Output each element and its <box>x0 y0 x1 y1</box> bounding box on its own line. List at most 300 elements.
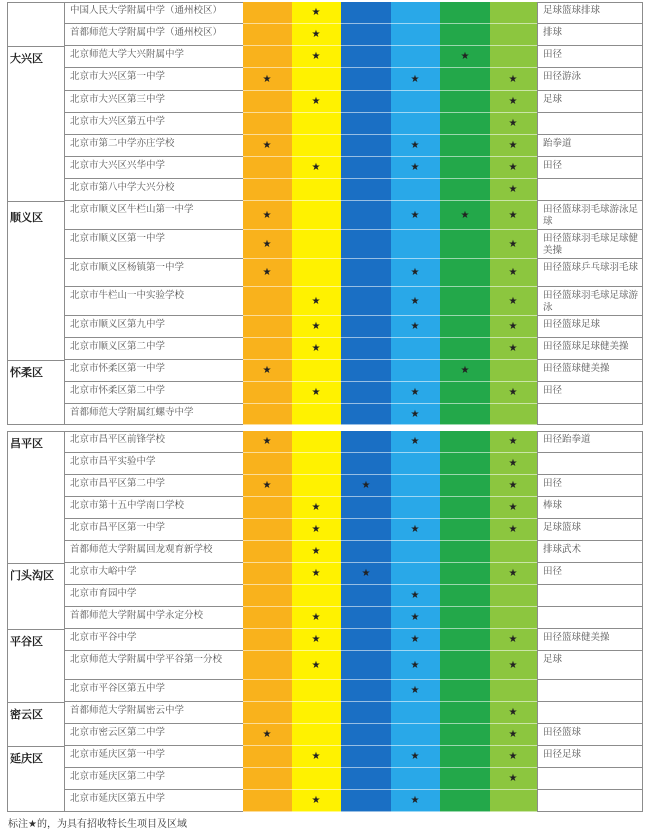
category-cell-5 <box>440 475 490 497</box>
star-mark: ★ <box>508 729 518 740</box>
district-cell <box>7 68 64 91</box>
category-cell-5 <box>440 629 490 651</box>
category-cell-3 <box>341 702 391 724</box>
table-row <box>0 259 650 287</box>
star-mark: ★ <box>410 634 420 645</box>
district-cell <box>7 651 64 680</box>
category-cell-5 <box>440 259 490 287</box>
star-mark: ★ <box>508 118 518 129</box>
star-mark: ★ <box>410 321 420 332</box>
table-row <box>0 541 650 563</box>
category-cell-3 <box>341 724 391 746</box>
star-mark: ★ <box>410 295 420 307</box>
star-mark: ★ <box>410 162 420 173</box>
table-row <box>0 230 650 259</box>
star-mark: ★ <box>311 568 321 579</box>
table-row <box>0 157 650 179</box>
school-name: 北京市育园中学 <box>64 585 243 607</box>
table-row <box>0 790 650 812</box>
sports-cell: 足球篮球 <box>537 519 643 541</box>
star-mark: ★ <box>508 773 518 784</box>
school-name: 北京市顺义区牛栏山第一中学 <box>64 201 243 230</box>
category-cell-6 <box>490 46 537 68</box>
table-row <box>0 431 650 453</box>
category-cell-5 <box>440 607 490 629</box>
district-label: 门头沟区 <box>10 569 54 582</box>
category-cell-1 <box>243 585 292 607</box>
school-name: 北京市平谷中学 <box>64 629 243 651</box>
district-cell <box>7 135 64 157</box>
category-cell-2 <box>292 135 341 157</box>
category-cell-3 <box>341 404 391 425</box>
sports-cell: 足球篮球排球 <box>537 2 643 24</box>
category-cell-3 <box>341 629 391 651</box>
district-rule <box>7 629 64 630</box>
star-mark: ★ <box>262 73 272 85</box>
table-row <box>0 629 650 651</box>
table-row <box>0 179 650 201</box>
category-cell-2 <box>292 585 341 607</box>
star-mark: ★ <box>460 209 470 221</box>
table-row <box>0 201 650 230</box>
district-cell <box>7 382 64 404</box>
category-cell-1 <box>243 629 292 651</box>
star-mark: ★ <box>508 140 518 151</box>
star-mark: ★ <box>410 436 420 447</box>
table-row <box>0 338 650 360</box>
category-cell-5 <box>440 179 490 201</box>
star-mark: ★ <box>311 321 321 332</box>
category-cell-4 <box>391 24 440 46</box>
district-label: 密云区 <box>10 708 43 721</box>
category-cell-1 <box>243 497 292 519</box>
category-cell-4 <box>391 768 440 790</box>
district-label: 大兴区 <box>10 52 43 65</box>
district-cell <box>7 24 64 46</box>
sports-cell <box>537 607 643 629</box>
category-cell-2 <box>292 453 341 475</box>
table-row <box>0 404 650 425</box>
table-row <box>0 746 650 768</box>
sports-cell <box>537 404 643 425</box>
star-mark: ★ <box>410 795 420 806</box>
category-cell-5 <box>440 585 490 607</box>
school-name: 北京市昌平区第一中学 <box>64 519 243 541</box>
star-mark: ★ <box>410 267 420 278</box>
category-cell-5 <box>440 157 490 179</box>
school-table-2 <box>0 431 650 812</box>
district-cell <box>7 404 64 425</box>
table-bottom-rule <box>7 811 64 812</box>
sports-cell: 足球 <box>537 651 643 680</box>
category-cell-5 <box>440 2 490 24</box>
star-mark: ★ <box>262 267 272 278</box>
category-cell-1 <box>243 382 292 404</box>
sports-cell: 田径篮球乒乓球羽毛球 <box>537 259 643 287</box>
school-name: 首都师范大学附属密云中学 <box>64 702 243 724</box>
category-cell-5 <box>440 230 490 259</box>
district-cell <box>7 113 64 135</box>
category-cell-6 <box>490 680 537 702</box>
district-rule <box>7 746 64 747</box>
category-cell-3 <box>341 360 391 382</box>
district-cell <box>7 91 64 113</box>
star-mark: ★ <box>311 795 321 806</box>
star-mark: ★ <box>508 238 518 250</box>
star-mark: ★ <box>508 524 518 535</box>
star-mark: ★ <box>311 162 321 173</box>
category-cell-4 <box>391 453 440 475</box>
district-cell <box>7 768 64 790</box>
category-cell-3 <box>341 607 391 629</box>
table-row <box>0 680 650 702</box>
star-mark: ★ <box>508 387 518 398</box>
category-cell-3 <box>341 24 391 46</box>
category-cell-6 <box>490 607 537 629</box>
category-cell-4 <box>391 46 440 68</box>
sports-cell <box>537 680 643 702</box>
category-cell-3 <box>341 768 391 790</box>
category-cell-1 <box>243 179 292 201</box>
school-name: 北京市延庆区第五中学 <box>64 790 243 812</box>
table-row <box>0 607 650 629</box>
district-cell <box>7 541 64 563</box>
star-mark: ★ <box>508 751 518 762</box>
school-name: 首都师范大学附属中学（通州校区） <box>64 24 243 46</box>
category-cell-1 <box>243 519 292 541</box>
star-mark: ★ <box>311 502 321 513</box>
category-cell-5 <box>440 746 490 768</box>
category-cell-5 <box>440 724 490 746</box>
star-mark: ★ <box>508 184 518 195</box>
category-cell-5 <box>440 431 490 453</box>
category-cell-5 <box>440 382 490 404</box>
category-cell-3 <box>341 382 391 404</box>
table-row <box>0 360 650 382</box>
sports-cell: 田径 <box>537 475 643 497</box>
district-cell <box>7 519 64 541</box>
star-mark: ★ <box>508 267 518 278</box>
table-row <box>0 382 650 404</box>
category-cell-2 <box>292 680 341 702</box>
category-cell-2 <box>292 201 341 230</box>
star-mark: ★ <box>410 685 420 696</box>
category-cell-1 <box>243 680 292 702</box>
star-mark: ★ <box>508 209 518 221</box>
category-cell-3 <box>341 680 391 702</box>
district-cell <box>7 453 64 475</box>
category-cell-1 <box>243 790 292 812</box>
district-cell <box>7 338 64 360</box>
category-cell-3 <box>341 746 391 768</box>
category-cell-5 <box>440 680 490 702</box>
district-cell <box>7 475 64 497</box>
sports-cell: 田径游泳 <box>537 68 643 91</box>
category-cell-3 <box>341 68 391 91</box>
star-mark: ★ <box>508 321 518 332</box>
star-mark: ★ <box>410 590 420 601</box>
category-cell-1 <box>243 563 292 585</box>
star-mark: ★ <box>508 436 518 447</box>
school-name: 北京市第二中学亦庄学校 <box>64 135 243 157</box>
category-cell-2 <box>292 179 341 201</box>
category-cell-3 <box>341 287 391 316</box>
star-mark: ★ <box>508 707 518 718</box>
star-mark: ★ <box>311 659 321 671</box>
district-cell <box>7 790 64 812</box>
star-mark: ★ <box>410 751 420 762</box>
district-cell <box>7 259 64 287</box>
star-mark: ★ <box>311 751 321 762</box>
category-cell-3 <box>341 135 391 157</box>
sports-cell: 田径篮球羽毛球足球游泳 <box>537 287 643 316</box>
category-cell-2 <box>292 702 341 724</box>
table-row <box>0 68 650 91</box>
school-name: 北京市延庆区第二中学 <box>64 768 243 790</box>
category-cell-3 <box>341 113 391 135</box>
table-row <box>0 497 650 519</box>
category-cell-5 <box>440 702 490 724</box>
category-cell-5 <box>440 287 490 316</box>
district-rule <box>7 46 64 47</box>
district-rule <box>7 431 64 432</box>
category-cell-4 <box>391 475 440 497</box>
sports-cell <box>537 790 643 812</box>
category-cell-6 <box>490 360 537 382</box>
star-mark: ★ <box>508 295 518 307</box>
sports-cell: 田径篮球羽毛球游泳足球 <box>537 201 643 230</box>
category-cell-1 <box>243 287 292 316</box>
district-cell <box>7 316 64 338</box>
district-label: 顺义区 <box>10 210 43 224</box>
district-rule <box>7 702 64 703</box>
category-cell-1 <box>243 702 292 724</box>
school-name: 北京师范大学大兴附属中学 <box>64 46 243 68</box>
star-mark: ★ <box>262 436 272 447</box>
category-cell-5 <box>440 338 490 360</box>
school-name: 北京市延庆区第一中学 <box>64 746 243 768</box>
school-name: 北京市牛栏山一中实验学校 <box>64 287 243 316</box>
star-mark: ★ <box>508 73 518 85</box>
school-name: 北京市昌平区第二中学 <box>64 475 243 497</box>
category-cell-3 <box>341 453 391 475</box>
category-cell-6 <box>490 790 537 812</box>
table-row <box>0 113 650 135</box>
school-name: 北京市顺义区杨镇第一中学 <box>64 259 243 287</box>
sports-cell: 田径足球 <box>537 746 643 768</box>
school-name: 北京市大峪中学 <box>64 563 243 585</box>
category-cell-2 <box>292 475 341 497</box>
star-mark: ★ <box>311 612 321 623</box>
category-cell-3 <box>341 585 391 607</box>
table-row <box>0 316 650 338</box>
star-mark: ★ <box>311 546 321 557</box>
star-mark: ★ <box>410 209 420 221</box>
category-cell-4 <box>391 497 440 519</box>
sports-cell: 田径跆拳道 <box>537 431 643 453</box>
district-cell <box>7 724 64 746</box>
category-cell-5 <box>440 91 490 113</box>
category-cell-5 <box>440 135 490 157</box>
category-cell-5 <box>440 497 490 519</box>
table-row <box>0 768 650 790</box>
star-mark: ★ <box>410 140 420 151</box>
category-cell-2 <box>292 360 341 382</box>
star-mark: ★ <box>410 659 420 671</box>
star-mark: ★ <box>410 408 420 420</box>
category-cell-5 <box>440 768 490 790</box>
sports-cell: 棒球 <box>537 497 643 519</box>
category-cell-5 <box>440 563 490 585</box>
category-cell-2 <box>292 68 341 91</box>
category-cell-3 <box>341 201 391 230</box>
category-cell-4 <box>391 113 440 135</box>
district-cell <box>7 497 64 519</box>
category-cell-4 <box>391 541 440 563</box>
table-row <box>0 519 650 541</box>
category-cell-1 <box>243 316 292 338</box>
category-cell-1 <box>243 338 292 360</box>
star-mark: ★ <box>311 524 321 535</box>
school-name: 北京市昌平实验中学 <box>64 453 243 475</box>
sports-cell <box>537 768 643 790</box>
star-mark: ★ <box>262 365 272 376</box>
star-mark: ★ <box>262 729 272 740</box>
school-name: 中国人民大学附属中学（通州校区） <box>64 2 243 24</box>
table-row <box>0 453 650 475</box>
category-cell-5 <box>440 24 490 46</box>
category-cell-1 <box>243 2 292 24</box>
sports-cell <box>537 702 643 724</box>
sports-cell: 田径篮球羽毛球足球健美操 <box>537 230 643 259</box>
category-cell-1 <box>243 46 292 68</box>
star-mark: ★ <box>311 7 321 18</box>
star-mark: ★ <box>508 659 518 671</box>
category-cell-5 <box>440 113 490 135</box>
category-cell-5 <box>440 68 490 91</box>
sports-cell <box>537 179 643 201</box>
category-cell-1 <box>243 113 292 135</box>
school-name: 首都师范大学附属回龙观育新学校 <box>64 541 243 563</box>
star-mark: ★ <box>460 51 470 62</box>
category-cell-3 <box>341 91 391 113</box>
category-cell-6 <box>490 404 537 425</box>
school-name: 首都师范大学附属红螺寺中学 <box>64 404 243 425</box>
star-mark: ★ <box>262 480 272 491</box>
category-cell-3 <box>341 2 391 24</box>
category-cell-1 <box>243 404 292 425</box>
star-mark: ★ <box>311 96 321 107</box>
category-cell-2 <box>292 431 341 453</box>
sports-cell <box>537 113 643 135</box>
category-cell-5 <box>440 404 490 425</box>
school-name: 北京市昌平区前锋学校 <box>64 431 243 453</box>
table-row <box>0 24 650 46</box>
sports-cell <box>537 585 643 607</box>
category-cell-4 <box>391 563 440 585</box>
star-mark: ★ <box>311 295 321 307</box>
school-name: 北京市密云区第二中学 <box>64 724 243 746</box>
school-name: 北京市第八中学大兴分校 <box>64 179 243 201</box>
sports-cell: 田径 <box>537 563 643 585</box>
star-mark: ★ <box>410 387 420 398</box>
category-cell-4 <box>391 702 440 724</box>
sports-cell: 田径篮球 <box>537 724 643 746</box>
category-cell-2 <box>292 404 341 425</box>
category-cell-3 <box>341 316 391 338</box>
sports-cell: 排球武术 <box>537 541 643 563</box>
district-label: 怀柔区 <box>10 366 43 379</box>
sports-cell: 足球 <box>537 91 643 113</box>
star-mark: ★ <box>410 612 420 623</box>
category-cell-3 <box>341 497 391 519</box>
category-cell-5 <box>440 519 490 541</box>
category-cell-1 <box>243 541 292 563</box>
school-name: 北京市顺义区第二中学 <box>64 338 243 360</box>
sports-cell: 排球 <box>537 24 643 46</box>
star-mark: ★ <box>508 480 518 491</box>
school-name: 北京市平谷区第五中学 <box>64 680 243 702</box>
sports-cell: 田径 <box>537 157 643 179</box>
star-mark: ★ <box>508 634 518 645</box>
category-cell-2 <box>292 259 341 287</box>
school-name: 北京市怀柔区第二中学 <box>64 382 243 404</box>
school-name: 北京市顺义区第九中学 <box>64 316 243 338</box>
category-cell-3 <box>341 46 391 68</box>
category-cell-4 <box>391 179 440 201</box>
star-mark: ★ <box>262 238 272 250</box>
category-cell-3 <box>341 519 391 541</box>
category-cell-3 <box>341 431 391 453</box>
category-cell-6 <box>490 585 537 607</box>
school-name: 北京市怀柔区第一中学 <box>64 360 243 382</box>
category-cell-4 <box>391 724 440 746</box>
category-cell-6 <box>490 541 537 563</box>
category-cell-3 <box>341 157 391 179</box>
star-mark: ★ <box>361 480 371 491</box>
star-mark: ★ <box>508 502 518 513</box>
star-mark: ★ <box>410 524 420 535</box>
sports-cell: 田径篮球足球健美操 <box>537 338 643 360</box>
star-mark: ★ <box>410 73 420 85</box>
table-row <box>0 702 650 724</box>
category-cell-4 <box>391 2 440 24</box>
category-cell-5 <box>440 316 490 338</box>
district-cell <box>7 680 64 702</box>
school-table-1 <box>0 2 650 425</box>
school-name: 北京市顺义区第一中学 <box>64 230 243 259</box>
district-label: 平谷区 <box>10 635 43 648</box>
table-bottom-rule <box>7 424 64 425</box>
star-mark: ★ <box>262 209 272 221</box>
district-cell <box>7 2 64 24</box>
star-mark: ★ <box>311 634 321 645</box>
table-row <box>0 2 650 24</box>
table-row <box>0 563 650 585</box>
star-mark: ★ <box>508 458 518 469</box>
category-cell-3 <box>341 651 391 680</box>
category-cell-1 <box>243 607 292 629</box>
district-cell <box>7 287 64 316</box>
star-mark: ★ <box>508 96 518 107</box>
school-name: 北京市第十五中学南口学校 <box>64 497 243 519</box>
sports-cell: 跆拳道 <box>537 135 643 157</box>
district-cell <box>7 179 64 201</box>
table-row <box>0 724 650 746</box>
district-cell <box>7 157 64 179</box>
sports-cell: 田径 <box>537 46 643 68</box>
category-cell-1 <box>243 453 292 475</box>
